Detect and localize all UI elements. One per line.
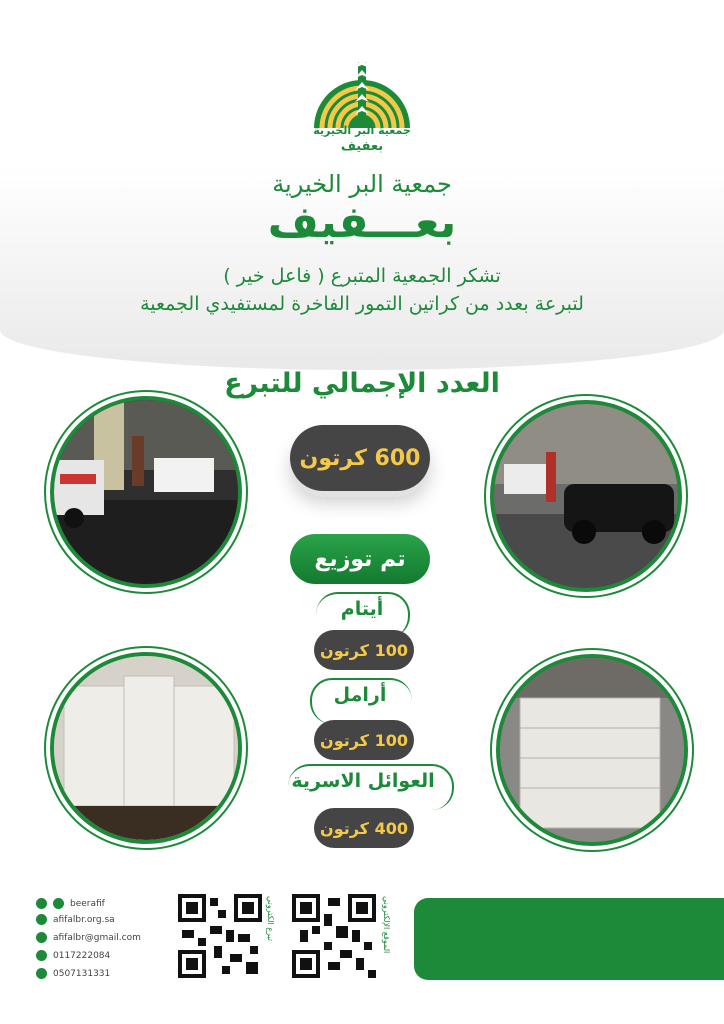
- category-label-families: العوائل الاسرية: [291, 770, 435, 792]
- photo-stacked-boxes-right: [496, 654, 688, 846]
- photo-car-unloading: [490, 400, 682, 592]
- distributed-pill: تم توزيع: [290, 534, 430, 584]
- contact-mobile[interactable]: [36, 968, 110, 979]
- logo-caption: جمعية البر الخيرية: [313, 124, 411, 137]
- category-count-orphans: 100 كرتون: [314, 630, 414, 670]
- photo-stacked-boxes-left: [50, 652, 242, 844]
- category-count-families: 400 كرتون: [314, 808, 414, 848]
- qr-code-icon[interactable]: [178, 894, 262, 978]
- total-count-pill: 600 كرتون: [290, 425, 430, 491]
- contact-phone-text: 0117222084: [53, 950, 111, 961]
- qr-label-donation: تبرع الكتروني: [266, 896, 275, 942]
- qr-code-icon[interactable]: [292, 894, 376, 978]
- contact-email-text: afifalbr@gmail.com: [53, 932, 141, 943]
- photo-truck-loading: [50, 396, 242, 588]
- contact-email[interactable]: [36, 932, 141, 943]
- thanks-line-1: تشكر الجمعية المتبرع ( فاعل خير ): [223, 265, 501, 287]
- contact-phone[interactable]: [36, 950, 110, 961]
- instagram-icon: [53, 898, 64, 909]
- category-label-widows: أرامل: [333, 684, 387, 706]
- phone-icon: [36, 950, 47, 961]
- mobile-icon: [36, 968, 47, 979]
- footer-bar: [414, 898, 724, 980]
- qr-label-website: الموقع الإلكتروني: [382, 896, 391, 954]
- contact-social[interactable]: [36, 898, 105, 909]
- category-count-widows: 100 كرتون: [314, 720, 414, 760]
- contact-web[interactable]: [36, 914, 115, 925]
- logo-caption-city: بعفيف: [340, 139, 384, 154]
- email-icon: [36, 932, 47, 943]
- twitter-icon: [36, 898, 47, 909]
- web-icon: [36, 914, 47, 925]
- contact-mobile-text: 0507131331: [53, 968, 111, 979]
- total-title: العدد الإجمالي للتبرع: [224, 368, 500, 399]
- city-name: بعـــفيف: [267, 197, 457, 248]
- thanks-line-2: لتبرعة بعدد من كراتين التمور الفاخرة لمستفيدي الجمعية: [140, 293, 584, 315]
- contact-social-text: beerafif: [70, 898, 105, 909]
- org-name: جمعية البر الخيرية: [272, 170, 452, 198]
- category-label-orphans: أيتام: [340, 598, 384, 620]
- contact-web-text: afifalbr.org.sa: [53, 914, 115, 925]
